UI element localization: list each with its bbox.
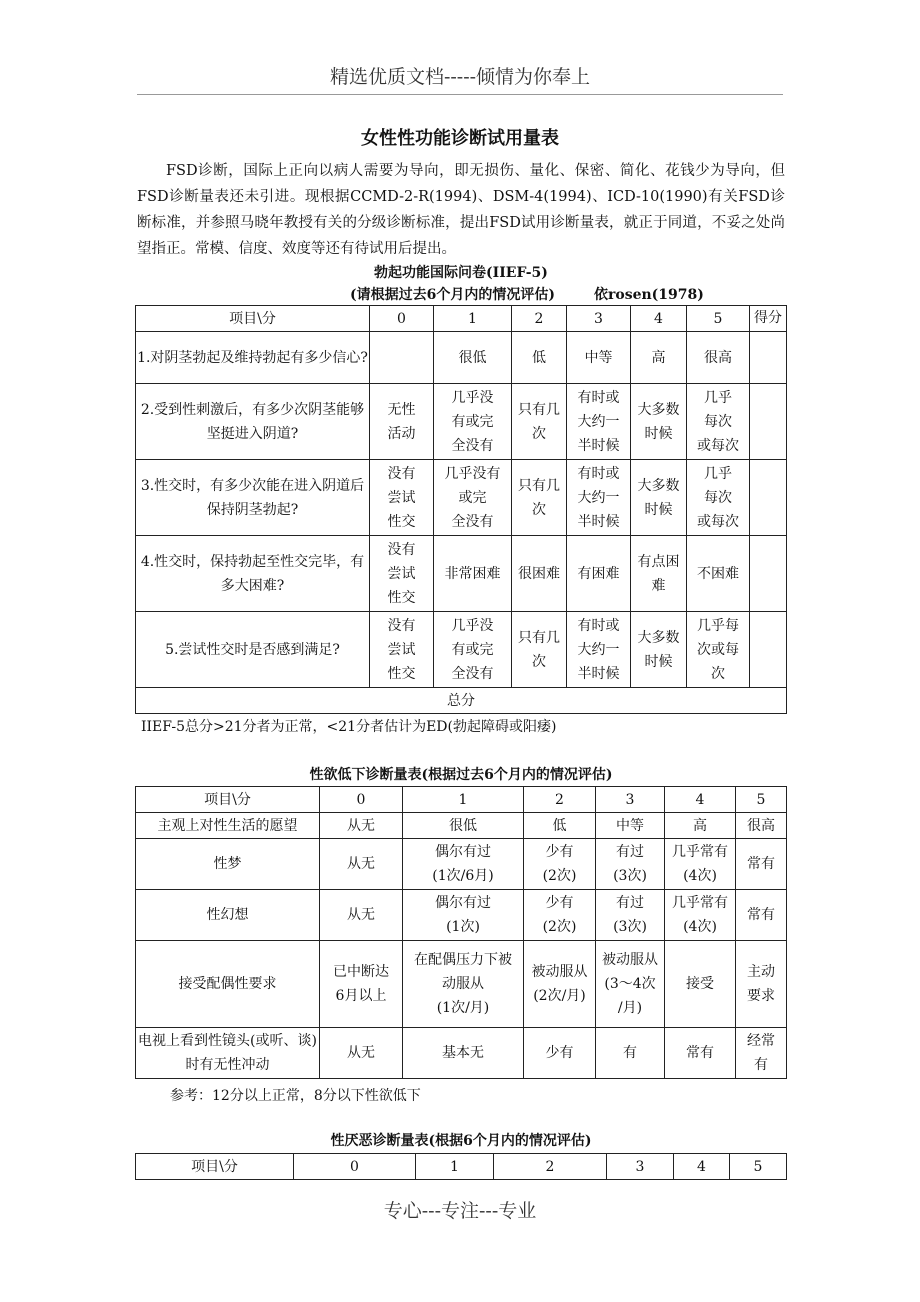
table-cell: 基本无 bbox=[403, 1028, 524, 1079]
table-cell: 几乎没 有或完 全没有 bbox=[434, 384, 512, 460]
table-cell: 很高 bbox=[736, 813, 787, 839]
table-cell: 从无 bbox=[320, 813, 403, 839]
table-cell: 低 bbox=[512, 332, 567, 384]
table-cell: 偶尔有过 (1次/6月) bbox=[403, 839, 524, 890]
libido-header-row bbox=[136, 787, 787, 813]
page-footer: 专心---专注---专业 bbox=[383, 1200, 537, 1222]
iief-total-row bbox=[136, 688, 787, 714]
table-row bbox=[136, 813, 787, 839]
iief-subcaption: (请根据过去6个月内的情况评估) 依rosen(1978) bbox=[350, 287, 704, 303]
iief-table bbox=[135, 305, 787, 714]
libido-header-3: 3 bbox=[596, 787, 665, 813]
table-cell: 从无 bbox=[320, 890, 403, 941]
table-cell: 从无 bbox=[320, 1028, 403, 1079]
iief-item: 4.性交时，保持勃起至性交完毕，有多大困难? bbox=[136, 536, 370, 612]
iief-header-row bbox=[136, 306, 787, 332]
table-cell: 很低 bbox=[403, 813, 524, 839]
score-cell bbox=[750, 612, 787, 688]
table-cell: 被动服从 (2次/月) bbox=[524, 941, 596, 1028]
table-cell: 无性 活动 bbox=[370, 384, 434, 460]
libido-header-2: 2 bbox=[524, 787, 596, 813]
aversion-header-3: 3 bbox=[607, 1154, 674, 1180]
iief-item: 5.尝试性交时是否感到满足? bbox=[136, 612, 370, 688]
table-cell: 常有 bbox=[736, 890, 787, 941]
score-cell bbox=[750, 536, 787, 612]
aversion-header-row bbox=[136, 1154, 787, 1180]
iief-header-5: 5 bbox=[687, 306, 750, 332]
table-row bbox=[136, 536, 787, 612]
page-title: 女性性功能诊断试用量表 bbox=[361, 128, 559, 149]
libido-note: 参考：12分以上正常，8分以下性欲低下 bbox=[170, 1088, 421, 1104]
aversion-table bbox=[135, 1153, 787, 1180]
table-cell: 少有 (2次) bbox=[524, 890, 596, 941]
libido-caption: 性欲低下诊断量表(根据过去6个月内的情况评估) bbox=[309, 767, 613, 783]
table-cell: 中等 bbox=[596, 813, 665, 839]
iief-note: IIEF-5总分>21分者为正常，<21分者估计为ED(勃起障碍或阳痿) bbox=[141, 719, 557, 735]
aversion-header-0: 0 bbox=[294, 1154, 416, 1180]
iief-header-score: 得分 bbox=[750, 306, 787, 332]
libido-table bbox=[135, 786, 787, 1079]
table-cell: 有困难 bbox=[567, 536, 631, 612]
table-cell: 只有几 次 bbox=[512, 460, 567, 536]
aversion-caption: 性厌恶诊断量表(根据6个月内的情况评估) bbox=[330, 1133, 592, 1149]
libido-item: 性梦 bbox=[136, 839, 320, 890]
table-cell: 有过 (3次) bbox=[596, 839, 665, 890]
table-cell: 几乎每 次或每 次 bbox=[687, 612, 750, 688]
table-cell bbox=[370, 332, 434, 384]
iief-item: 2.受到性刺激后，有多少次阴茎能够坚挺进入阴道? bbox=[136, 384, 370, 460]
table-cell: 几乎没 有或完 全没有 bbox=[434, 612, 512, 688]
table-cell: 非常困难 bbox=[434, 536, 512, 612]
libido-header-item: 项目\分 bbox=[136, 787, 320, 813]
page-header: 精选优质文档-----倾情为你奉上 bbox=[329, 66, 591, 88]
table-cell: 大多数 时候 bbox=[631, 384, 687, 460]
libido-item: 主观上对性生活的愿望 bbox=[136, 813, 320, 839]
table-cell: 在配偶压力下被 动服从 (1次/月) bbox=[403, 941, 524, 1028]
table-cell: 高 bbox=[665, 813, 736, 839]
table-row bbox=[136, 460, 787, 536]
table-cell: 有过 (3次) bbox=[596, 890, 665, 941]
table-cell: 高 bbox=[631, 332, 687, 384]
table-cell: 有时或 大约一 半时候 bbox=[567, 384, 631, 460]
table-cell: 很高 bbox=[687, 332, 750, 384]
table-cell: 只有几 次 bbox=[512, 612, 567, 688]
table-row bbox=[136, 332, 787, 384]
table-cell: 几乎 每次 或每次 bbox=[687, 460, 750, 536]
table-cell: 几乎 每次 或每次 bbox=[687, 384, 750, 460]
table-cell: 少有 (2次) bbox=[524, 839, 596, 890]
table-cell: 有时或 大约一 半时候 bbox=[567, 460, 631, 536]
score-cell bbox=[750, 384, 787, 460]
table-cell: 少有 bbox=[524, 1028, 596, 1079]
iief-header-3: 3 bbox=[567, 306, 631, 332]
table-cell: 常有 bbox=[665, 1028, 736, 1079]
table-cell: 常有 bbox=[736, 839, 787, 890]
table-cell: 已中断达 6月以上 bbox=[320, 941, 403, 1028]
table-cell: 没有 尝试 性交 bbox=[370, 612, 434, 688]
table-cell: 几乎常有 (4次) bbox=[665, 890, 736, 941]
table-cell: 有时或 大约一 半时候 bbox=[567, 612, 631, 688]
table-cell: 偶尔有过 (1次) bbox=[403, 890, 524, 941]
libido-header-5: 5 bbox=[736, 787, 787, 813]
table-cell: 接受 bbox=[665, 941, 736, 1028]
aversion-header-1: 1 bbox=[416, 1154, 494, 1180]
table-cell: 被动服从 (3～4次 /月) bbox=[596, 941, 665, 1028]
table-cell: 大多数 时候 bbox=[631, 460, 687, 536]
libido-item: 性幻想 bbox=[136, 890, 320, 941]
table-row bbox=[136, 1028, 787, 1079]
table-cell: 大多数 时候 bbox=[631, 612, 687, 688]
iief-header-0: 0 bbox=[370, 306, 434, 332]
score-cell bbox=[750, 332, 787, 384]
table-cell: 不困难 bbox=[687, 536, 750, 612]
aversion-header-4: 4 bbox=[674, 1154, 730, 1180]
table-cell: 只有几 次 bbox=[512, 384, 567, 460]
table-cell: 很困难 bbox=[512, 536, 567, 612]
table-row bbox=[136, 612, 787, 688]
table-row bbox=[136, 839, 787, 890]
header-divider bbox=[137, 94, 783, 95]
iief-total-label: 总分 bbox=[136, 688, 787, 714]
table-cell: 有点困 难 bbox=[631, 536, 687, 612]
iief-header-2: 2 bbox=[512, 306, 567, 332]
iief-header-4: 4 bbox=[631, 306, 687, 332]
libido-header-4: 4 bbox=[665, 787, 736, 813]
intro-paragraph: FSD诊断，国际上正向以病人需要为导向，即无损伤、量化、保密、简化、花钱少为导向，但FSD诊断量表还未引进。现根据CCMD-2-R(1994)、DSM-4(1994)、ICD-10(1990)有关FSD诊断标准，并参照马晓年教授有关的分级诊断标准，提出FSD试用诊断量表，就正于同道，不妥之处尚望指正。常模、信度、效度等还有待试用后提出。 bbox=[137, 163, 785, 257]
table-row bbox=[136, 384, 787, 460]
score-cell bbox=[750, 460, 787, 536]
libido-item: 电视上看到性镜头(或听、谈)时有无性冲动 bbox=[136, 1028, 320, 1079]
libido-header-0: 0 bbox=[320, 787, 403, 813]
libido-item: 接受配偶性要求 bbox=[136, 941, 320, 1028]
table-cell: 几乎常有 (4次) bbox=[665, 839, 736, 890]
iief-caption: 勃起功能国际问卷(IIEF-5) bbox=[374, 265, 548, 281]
iief-item: 3.性交时，有多少次能在进入阴道后保持阴茎勃起? bbox=[136, 460, 370, 536]
table-cell: 很低 bbox=[434, 332, 512, 384]
table-cell: 中等 bbox=[567, 332, 631, 384]
table-cell: 几乎没有 或完 全没有 bbox=[434, 460, 512, 536]
table-row bbox=[136, 941, 787, 1028]
iief-header-1: 1 bbox=[434, 306, 512, 332]
aversion-header-item: 项目\分 bbox=[136, 1154, 294, 1180]
table-cell: 从无 bbox=[320, 839, 403, 890]
iief-header-item: 项目\分 bbox=[136, 306, 370, 332]
aversion-header-5: 5 bbox=[730, 1154, 787, 1180]
table-cell: 主动 要求 bbox=[736, 941, 787, 1028]
table-cell: 有 bbox=[596, 1028, 665, 1079]
table-cell: 低 bbox=[524, 813, 596, 839]
libido-header-1: 1 bbox=[403, 787, 524, 813]
table-cell: 经常 有 bbox=[736, 1028, 787, 1079]
table-cell: 没有 尝试 性交 bbox=[370, 536, 434, 612]
aversion-header-2: 2 bbox=[494, 1154, 607, 1180]
table-row bbox=[136, 890, 787, 941]
table-cell: 没有 尝试 性交 bbox=[370, 460, 434, 536]
iief-item: 1.对阴茎勃起及维持勃起有多少信心? bbox=[136, 332, 370, 384]
